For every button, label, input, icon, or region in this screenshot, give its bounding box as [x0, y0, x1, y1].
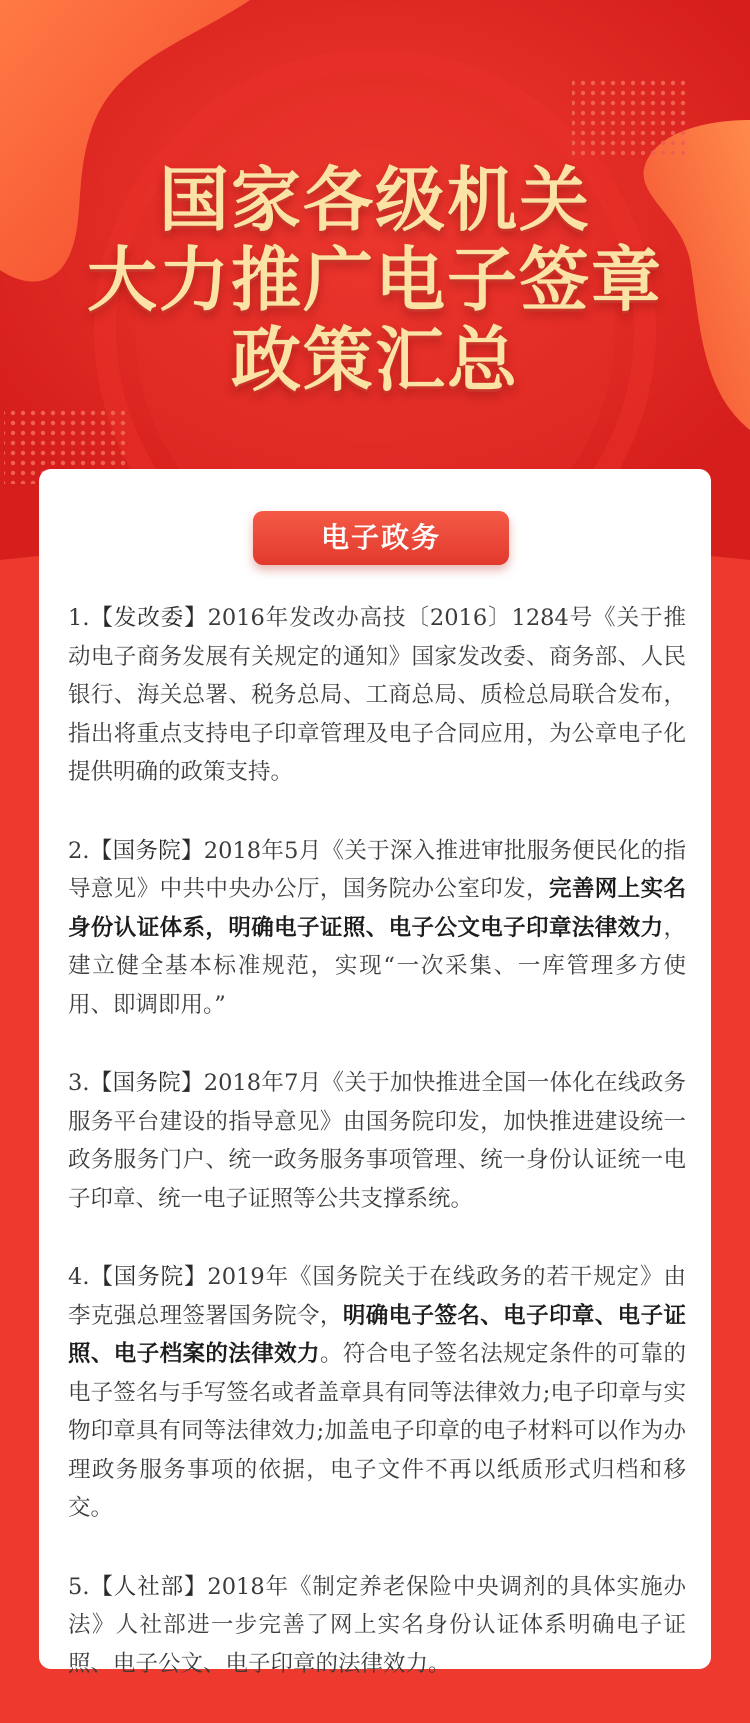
item-tail: 。符合电子签名法规定条件的可靠的电子签名与手写签名或者盖章具有同等法律效力;电子印章与实物印章具有同等法律效力;加盖电子印章的电子材料可以作为办理政务服务事项的依据，电子文件不再以纸质形式归档和移交。: [68, 1341, 686, 1521]
item-text: 2018年5月《关于深入推进审批服务便民化的指导意见》中共中央办公厅，国务院办公室印发，: [68, 837, 686, 902]
hero-title: [0, 160, 750, 400]
item-text: 2019年《国务院关于在线政务的若干规定》由李克强总理签署国务院令，: [68, 1264, 686, 1329]
item-tag: 【国务院】: [89, 1264, 208, 1290]
item-number: 2.: [68, 837, 90, 864]
policy-card: [39, 469, 711, 1677]
policy-item-2: [68, 832, 686, 1025]
item-text: 2018年《制定养老保险中央调剂的具体实施办法》人社部进一步完善了网上实名身份认证体系明确电子证照、电子公文、电子印章的法律效力。: [68, 1573, 686, 1677]
item-emphasis: 明确电子签名、电子印章、电子证照、电子档案的法律效力: [68, 1302, 686, 1367]
policy-item-4: [68, 1258, 686, 1528]
item-number: 5.: [68, 1573, 90, 1600]
item-tag: 【人社部】: [89, 1573, 208, 1600]
item-number: 1.: [68, 605, 90, 631]
item-emphasis: 完善网上实名身份认证体系，明确电子证照、电子公文电子印章法律效力: [68, 876, 686, 941]
item-tag: 【国务院】: [89, 1070, 204, 1096]
item-tag: 【国务院】: [89, 837, 204, 864]
hero-title-line-3: 政策汇总: [231, 319, 519, 401]
item-tag: 【发改委】: [89, 605, 208, 631]
item-number: 4.: [68, 1264, 90, 1290]
hero-title-line-2: 大力推广电子签章: [87, 239, 663, 321]
item-text: 2016年发改办高技〔2016〕1284号《关于推动电子商务发展有关规定的通知》国家发改委、商务部、人民银行、海关总署、税务总局、工商总局、质检总局联合发布，指出将重点支持电子印章管理及电子合同应用，为公章电子化提供明确的政策支持。: [68, 605, 686, 785]
item-number: 3.: [68, 1070, 90, 1096]
hero-title-line-1: 国家各级机关: [159, 159, 591, 241]
policy-item-3: [68, 1064, 686, 1218]
item-tail: ，建立健全基本标准规范，实现“一次采集、一库管理多方使用、即调即用。”: [68, 914, 686, 1018]
policy-item-1: [68, 599, 686, 792]
policy-list: [68, 599, 686, 1723]
section-heading-badge: 电子政务: [253, 511, 509, 565]
item-text: 2018年7月《关于加快推进全国一体化在线政务服务平台建设的指导意见》由国务院印发，加快推进建设统一政务服务门户、统一政务服务事项管理、统一身份认证统一电子印章、统一电子证照等公共支撑系统。: [68, 1070, 686, 1212]
policy-item-5: [68, 1568, 686, 1684]
